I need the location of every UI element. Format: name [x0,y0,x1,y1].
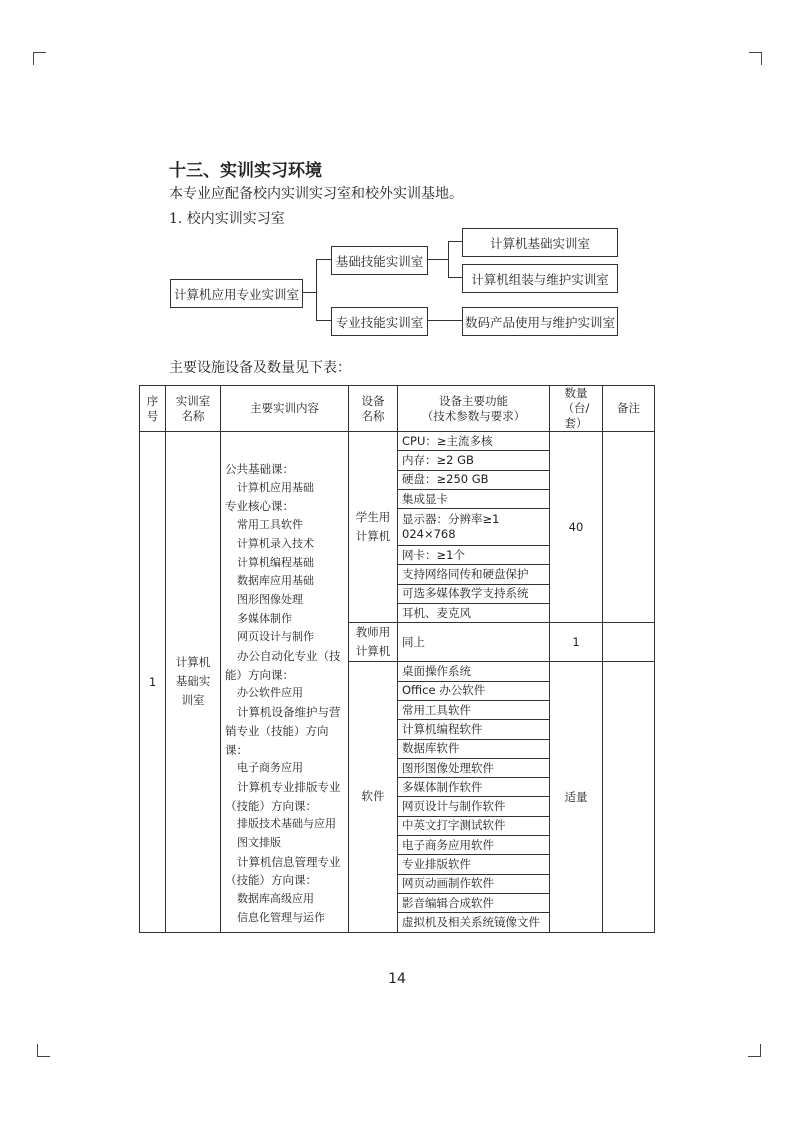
crop-mark-bottom-right [748,1044,761,1057]
course-category: 公共基础课： [225,462,294,476]
intro-paragraph: 本专业应配备校内实训实习室和校外实训基地。 [169,186,463,202]
header-quantity: 数量 （台/套） [550,386,603,432]
cell-note [603,432,655,623]
header-content: 主要实训内容 [221,386,349,432]
subsection-heading: 1. 校内实训实习室 [169,211,285,227]
course-item: 数据库应用基础 [237,574,314,588]
connector-line [302,292,317,293]
crop-mark-bottom-left [37,1044,50,1057]
connector-line [316,259,317,321]
cell-function: 中英文打字测试软件 [398,816,550,835]
cell-note [603,623,655,662]
course-item: 图文排版 [237,836,281,850]
cell-quantity: 适量 [550,662,603,932]
section-heading: 十三、实训实习环境 [169,161,322,181]
cell-function: 网页动画制作软件 [398,874,550,893]
cell-training-content [221,432,349,933]
org-root-box: 计算机应用专业实训室 [170,279,303,308]
crop-mark-top-left [33,52,46,65]
cell-function: 图形图像处理软件 [398,758,550,777]
header-seq: 序 号 [140,386,166,432]
course-category: 办公自动化专业（技能）方向课： [225,649,341,682]
cell-function: 计算机编程软件 [398,720,550,739]
cell-function: 桌面操作系统 [398,662,550,681]
cell-function: 常用工具软件 [398,700,550,719]
connector-line [316,259,331,260]
connector-line [427,259,449,260]
org-digital-products-box: 数码产品使用与维护实训室 [462,307,618,336]
cell-note [603,662,655,932]
org-assembly-maintenance-box: 计算机组装与维护实训室 [462,264,618,293]
cell-function: 专业排版软件 [398,855,550,874]
course-category: 计算机设备维护与营销专业（技能）方向课： [225,705,341,757]
page-number: 14 [388,971,406,987]
cell-function: 耳机、麦克风 [398,604,550,623]
cell-seq: 1 [140,432,166,933]
org-computer-basics-box: 计算机基础实训室 [462,228,618,257]
cell-device-name: 教师用 计算机 [349,623,398,662]
header-function: 设备主要功能 （技术参数与要求） [398,386,550,432]
cell-function: 多媒体制作软件 [398,778,550,797]
cell-function: Office 办公软件 [398,681,550,700]
org-basic-skills-box: 基础技能实训室 [331,246,428,275]
course-category: 专业核心课： [225,499,294,514]
table-caption: 主要设施设备及数量见下表： [169,360,351,376]
cell-function: 内存：≥2 GB [398,451,550,470]
connector-line [448,277,462,278]
cell-function: 硬盘：≥250 GB [398,470,550,489]
connector-line [448,241,462,242]
course-item: 计算机录入技术 [237,536,314,550]
cell-device-name: 软件 [349,662,398,932]
cell-quantity: 40 [550,432,603,623]
course-category: 计算机信息管理专业（技能）方向课： [225,854,341,888]
cell-function: 集成显卡 [398,489,550,508]
table-body [140,432,655,933]
connector-line [448,241,449,278]
connector-line [427,320,462,321]
course-item: 计算机应用基础 [237,480,314,494]
cell-function: 数据库软件 [398,739,550,758]
course-item: 图形图像处理 [237,592,303,606]
course-item: 常用工具软件 [237,518,303,532]
cell-function: CPU：≥主流多核 [398,432,550,451]
course-item: 计算机编程基础 [237,555,314,569]
facilities-table [139,385,655,933]
org-professional-skills-box: 专业技能实训室 [331,307,428,336]
cell-function: 网页设计与制作软件 [398,797,550,816]
course-item: 电子商务应用 [237,761,303,775]
cell-room-name: 计算机 基础实 训室 [166,432,221,933]
header-room-name: 实训室 名称 [166,386,221,432]
cell-function: 可选多媒体教学支持系统 [398,584,550,603]
connector-line [316,320,331,321]
cell-function: 虚拟机及相关系统镜像文件 [398,913,550,932]
cell-function: 网卡：≥1个 [398,546,550,565]
cell-function: 同上 [398,623,550,662]
course-category: 计算机专业排版专业（技能）方向课： [225,779,341,813]
course-item: 数据库高级应用 [237,892,314,906]
cell-function: 影音编辑合成软件 [398,893,550,912]
cell-function: 支持网络同传和硬盘保护 [398,565,550,584]
course-item: 网页设计与制作 [237,630,314,644]
crop-mark-top-right [749,52,762,65]
cell-device-name: 学生用 计算机 [349,432,398,623]
cell-quantity: 1 [550,623,603,662]
course-item: 多媒体制作 [237,611,292,625]
course-item: 信息化管理与运作 [237,910,325,924]
header-note: 备注 [603,386,655,432]
header-device-name: 设备 名称 [349,386,398,432]
cell-function: 显示器：分辨率≥1 024×768 [398,509,550,546]
course-item: 排版技术基础与应用 [237,817,336,831]
course-item: 办公软件应用 [237,686,303,700]
cell-function: 电子商务应用软件 [398,836,550,855]
table-header-row [140,386,655,432]
table-row [140,432,655,451]
